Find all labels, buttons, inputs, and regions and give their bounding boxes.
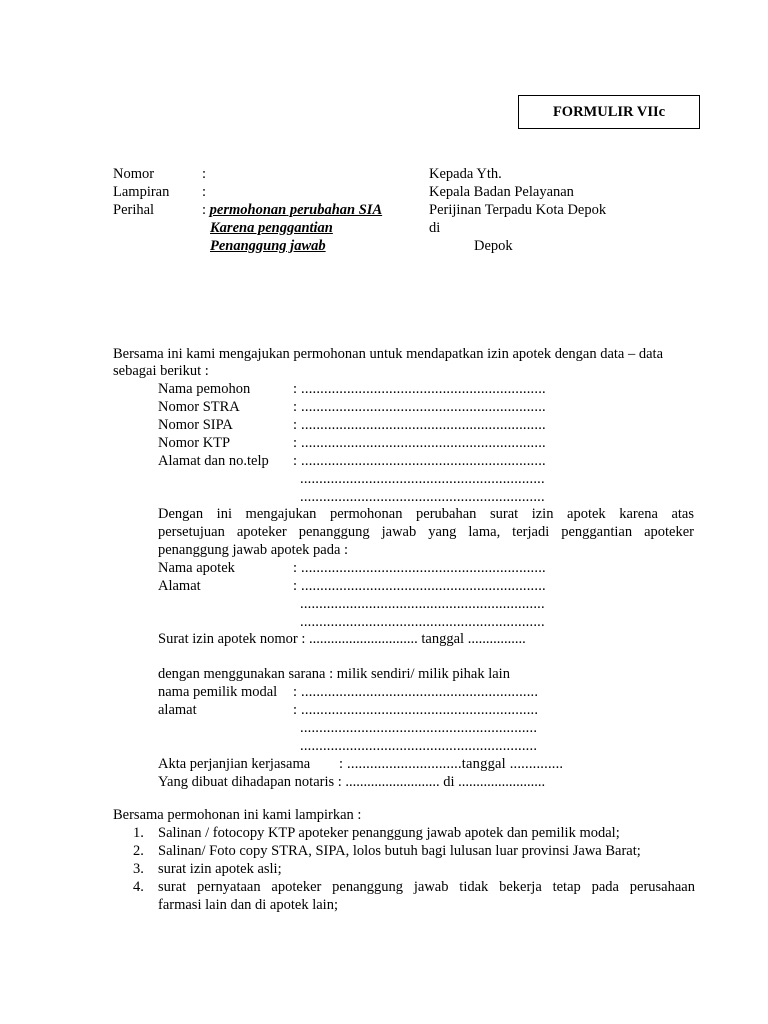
perihal-value-line1: [202, 201, 382, 219]
field-value-nama-apotek: : ................................................................: [293, 560, 546, 576]
intro-line2: sebagai berikut :: [113, 363, 209, 379]
list-item-text-line1: surat pernyataan apoteker penanggung jawab tidak bekerja tetap pada perusahaan: [158, 879, 695, 895]
owner-address-dots-1: ..............................................................: [300, 720, 538, 736]
recipient-line5: Depok: [474, 238, 513, 254]
list-item-number: 1.: [133, 825, 144, 841]
list-item: [113, 842, 695, 860]
field-label-alamat-apotek: Alamat: [158, 578, 201, 594]
owner-address-label: alamat: [158, 702, 197, 718]
perihal-text-a: permohonan: [209, 202, 287, 218]
field-label-alamat-telp: Alamat dan no.telp: [158, 453, 269, 469]
field-label-nomor-ktp: Nomor KTP: [158, 435, 231, 451]
perihal-value-line2: Karena penggantian: [210, 220, 333, 236]
agreement-value: : ..............................tanggal ..............: [339, 756, 564, 772]
perihal-colon: :: [202, 202, 207, 218]
permit-line: Surat izin apotek nomor : .............................. tanggal ................: [158, 631, 526, 647]
list-item-number: 2.: [133, 843, 144, 859]
intro-line1: Bersama ini kami mengajukan permohonan untuk mendapatkan izin apotek dengan data – data: [113, 346, 664, 362]
list-item: [113, 878, 695, 914]
field-label-nomor-sipa: Nomor SIPA: [158, 417, 233, 433]
change-paragraph-line2: persetujuan apoteker penanggung jawab yang lama, terjadi penggantian apoteker: [158, 524, 694, 540]
list-item-text: Salinan/ Foto copy STRA, SIPA, lolos butuh bagi lulusan luar provinsi Jawa Barat;: [158, 843, 641, 859]
notary-line: Yang dibuat dihadapan notaris : .......................... di ........................: [158, 774, 546, 790]
form-title: FORMULIR VIIc: [518, 95, 700, 129]
recipient-line1: Kepada Yth.: [429, 166, 502, 182]
list-item-number: 3.: [133, 861, 144, 877]
change-paragraph-line3: penanggung jawab apotek pada :: [158, 542, 349, 558]
owner-address-value: : ..............................................................: [293, 702, 539, 718]
agreement-label: Akta perjanjian kerjasama: [158, 756, 311, 772]
list-item-text: surat izin apotek asli;: [158, 861, 282, 877]
perihal-text-b: perubahan SIA: [286, 202, 383, 218]
list-item-text-line2: farmasi lain dan di apotek lain;: [158, 897, 338, 913]
field-label-nama-apotek: Nama apotek: [158, 560, 235, 576]
change-paragraph-line1: Dengan ini mengajukan permohonan perubahan surat izin apotek karena atas: [158, 506, 694, 522]
recipient-line4: di: [429, 220, 441, 236]
recipient-line2: Kepala Badan Pelayanan: [429, 184, 574, 200]
alamat-telp-extra-dots-1: ................................................................: [300, 471, 545, 487]
field-value-nomor-ktp: : ................................................................: [293, 435, 546, 451]
lampiran-label: Lampiran: [113, 184, 170, 200]
list-item-number: 4.: [133, 879, 144, 895]
owner-value: : ..............................................................: [293, 684, 539, 700]
nomor-colon: :: [202, 166, 207, 182]
perihal-value-line3: Penanggung jawab: [210, 238, 326, 254]
alamat-apotek-extra-dots-1: ................................................................: [300, 596, 545, 612]
perihal-label: Perihal: [113, 202, 155, 218]
field-label-nama-pemohon: Nama pemohon: [158, 381, 251, 397]
attachments-list: [113, 824, 695, 914]
field-label-nomor-stra: Nomor STRA: [158, 399, 240, 415]
list-item-text: Salinan / fotocopy KTP apoteker penanggung jawab apotek dan pemilik modal;: [158, 825, 620, 841]
field-value-alamat-apotek: : ................................................................: [293, 578, 546, 594]
facility-line: dengan menggunakan sarana : milik sendiri/ milik pihak lain: [158, 666, 510, 682]
list-item: [113, 860, 695, 878]
alamat-telp-extra-dots-2: ................................................................: [300, 489, 545, 505]
recipient-line3: Perijinan Terpadu Kota Depok: [429, 202, 607, 218]
field-value-nomor-sipa: : ................................................................: [293, 417, 546, 433]
field-value-nomor-stra: : ................................................................: [293, 399, 546, 415]
lampiran-colon: :: [202, 184, 207, 200]
list-item: [113, 824, 695, 842]
alamat-apotek-extra-dots-2: ................................................................: [300, 614, 545, 630]
owner-label: nama pemilik modal: [158, 684, 278, 700]
field-value-nama-pemohon: : ................................................................: [293, 381, 546, 397]
attachments-intro: Bersama permohonan ini kami lampirkan :: [113, 807, 362, 823]
owner-address-dots-2: ..............................................................: [300, 738, 538, 754]
nomor-label: Nomor: [113, 166, 155, 182]
field-value-alamat-telp: : ................................................................: [293, 453, 546, 469]
